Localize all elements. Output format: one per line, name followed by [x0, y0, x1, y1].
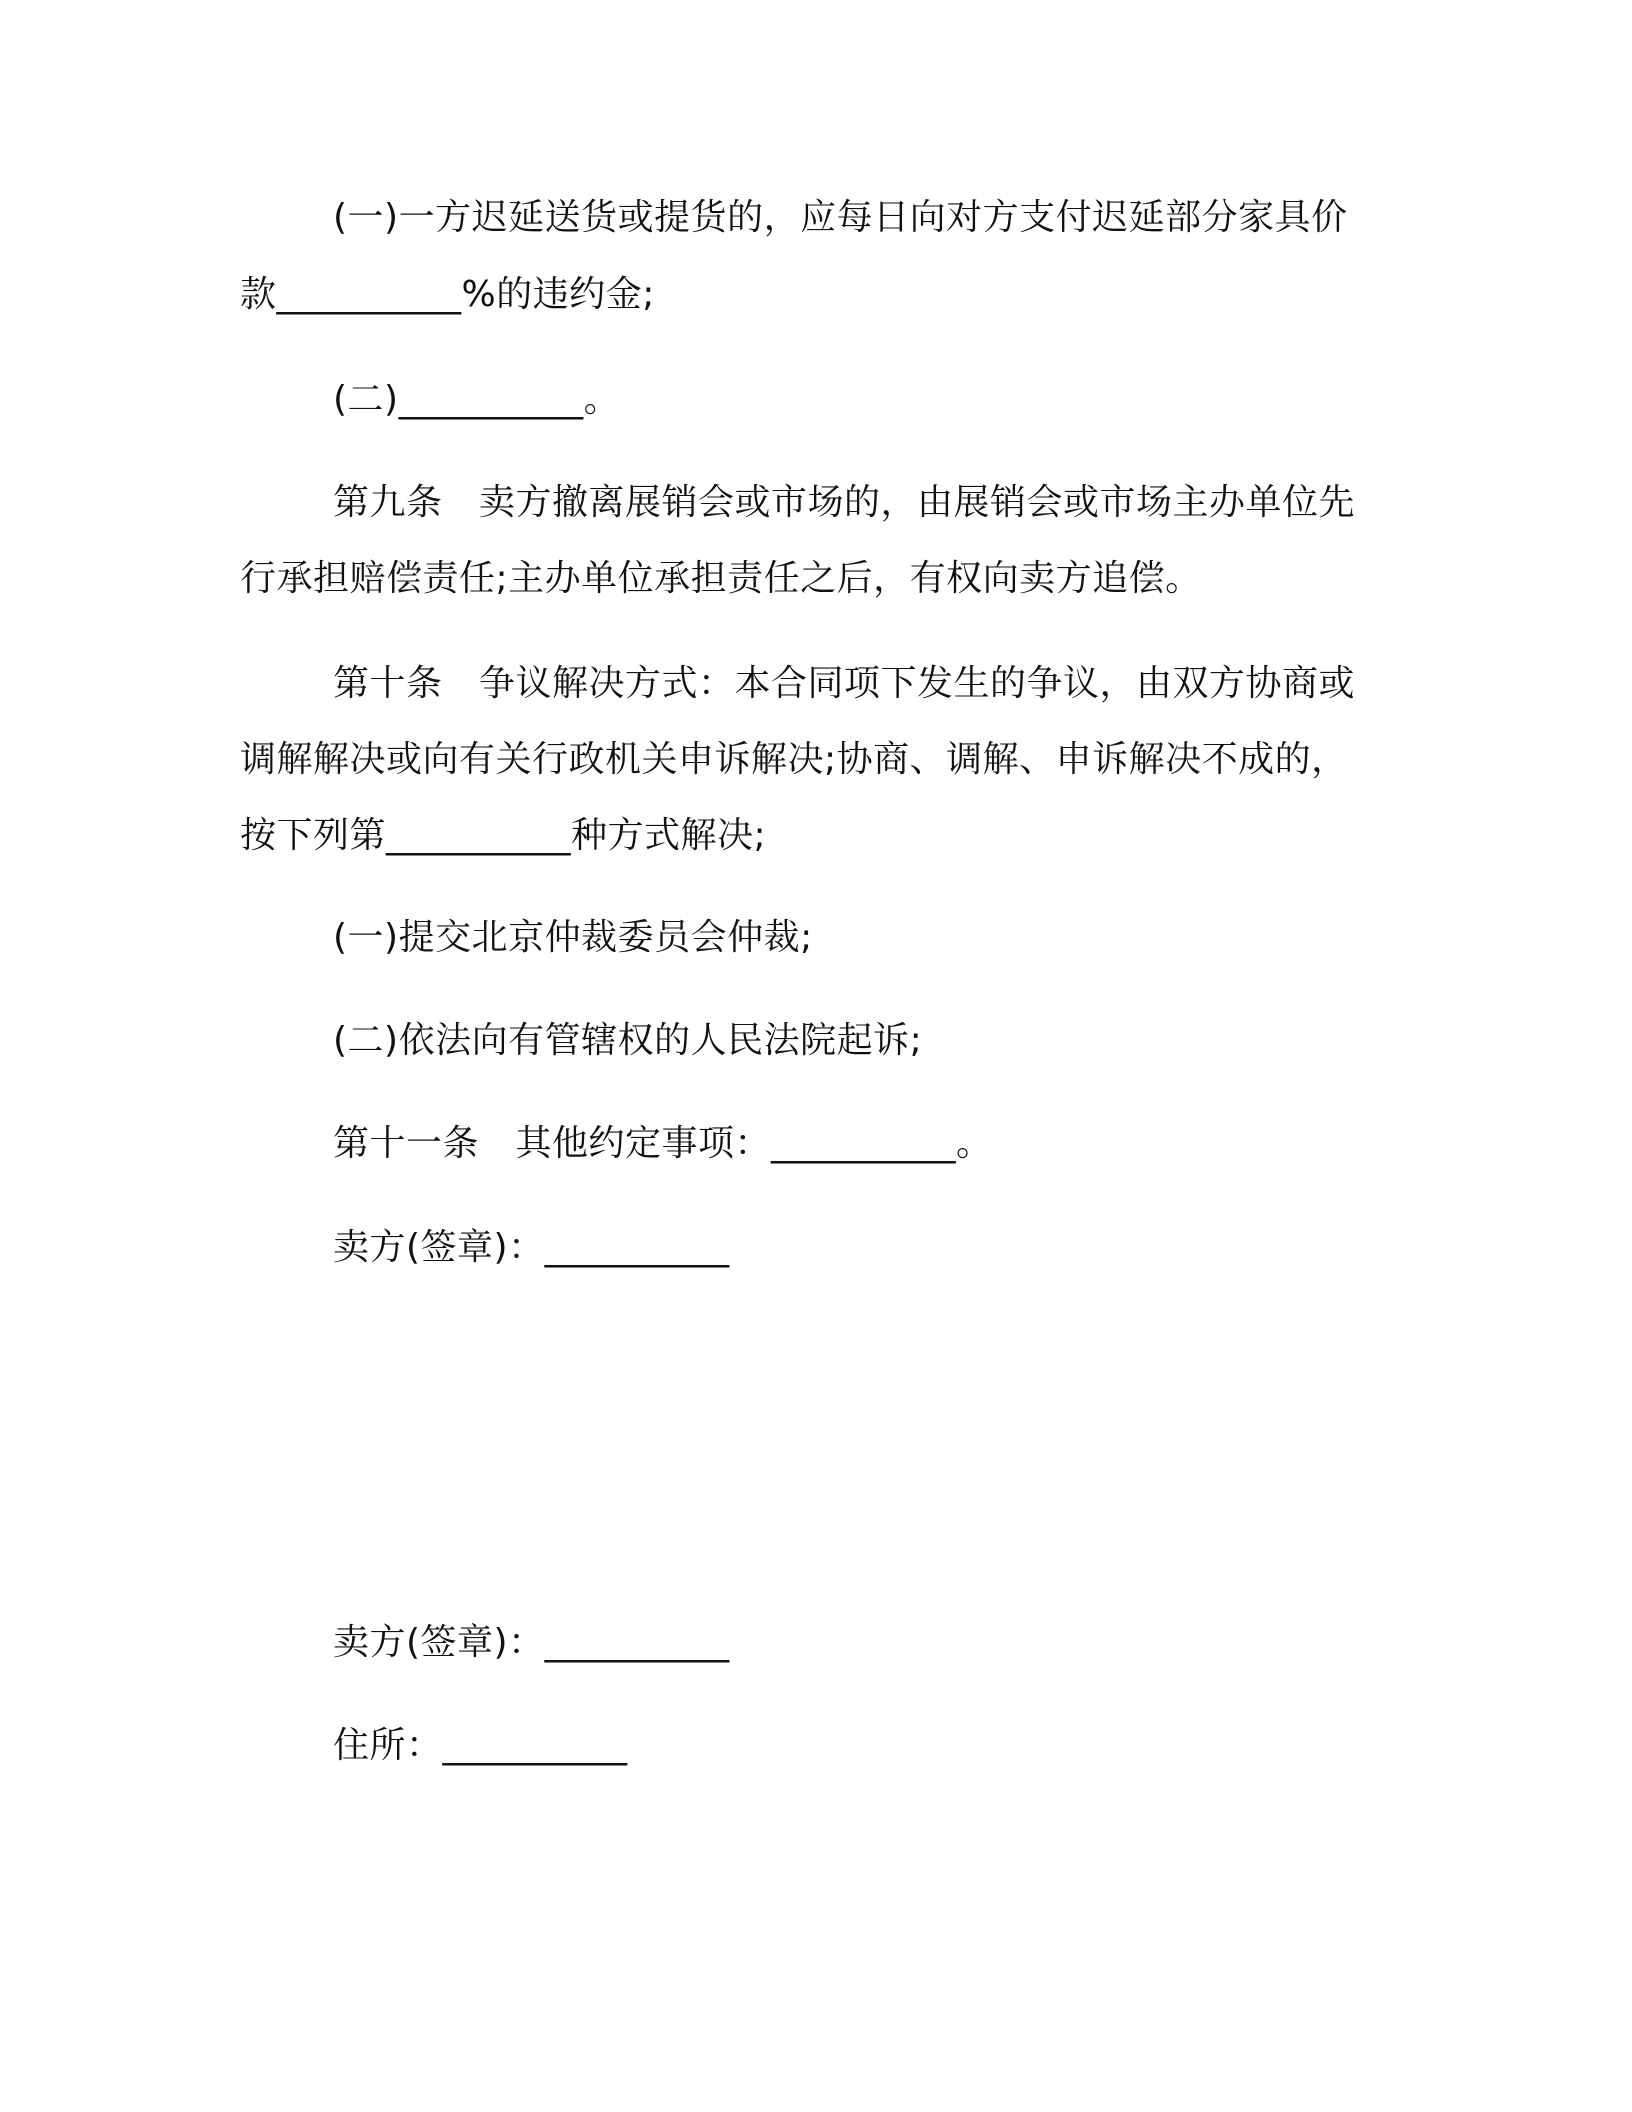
clause-10-line-1: 第十条 争议解决方式：本合同项下发生的争议，由双方协商或 [333, 663, 1356, 704]
clause-8-item-1-line-2: 款__________%的违约金; [240, 274, 655, 315]
seller-signature-line: 卖方(签章)：__________ [333, 1227, 730, 1268]
clause-8-item-2: (二)__________。 [333, 379, 621, 420]
clause-10-line-2: 调解解决或向有关行政机关申诉解决;协商、调解、申诉解决不成的， [240, 739, 1348, 780]
clause-10-option-1: (一)提交北京仲裁委员会仲裁; [333, 917, 813, 958]
clause-8-item-1-line-1: (一)一方迟延送货或提货的，应每日向对方支付迟延部分家具价 [333, 197, 1348, 238]
clause-9-line-2: 行承担赔偿责任;主办单位承担责任之后，有权向卖方追偿。 [240, 558, 1202, 599]
clause-11: 第十一条 其他约定事项：__________。 [333, 1123, 993, 1164]
seller-signature-line-2: 卖方(签章)：__________ [333, 1622, 730, 1663]
clause-10-line-3: 按下列第__________种方式解决; [240, 815, 767, 856]
address-line: 住所：__________ [333, 1725, 628, 1766]
clause-9-line-1: 第九条 卖方撤离展销会或市场的，由展销会或市场主办单位先 [333, 482, 1356, 523]
clause-10-option-2: (二)依法向有管辖权的人民法院起诉; [333, 1020, 923, 1061]
